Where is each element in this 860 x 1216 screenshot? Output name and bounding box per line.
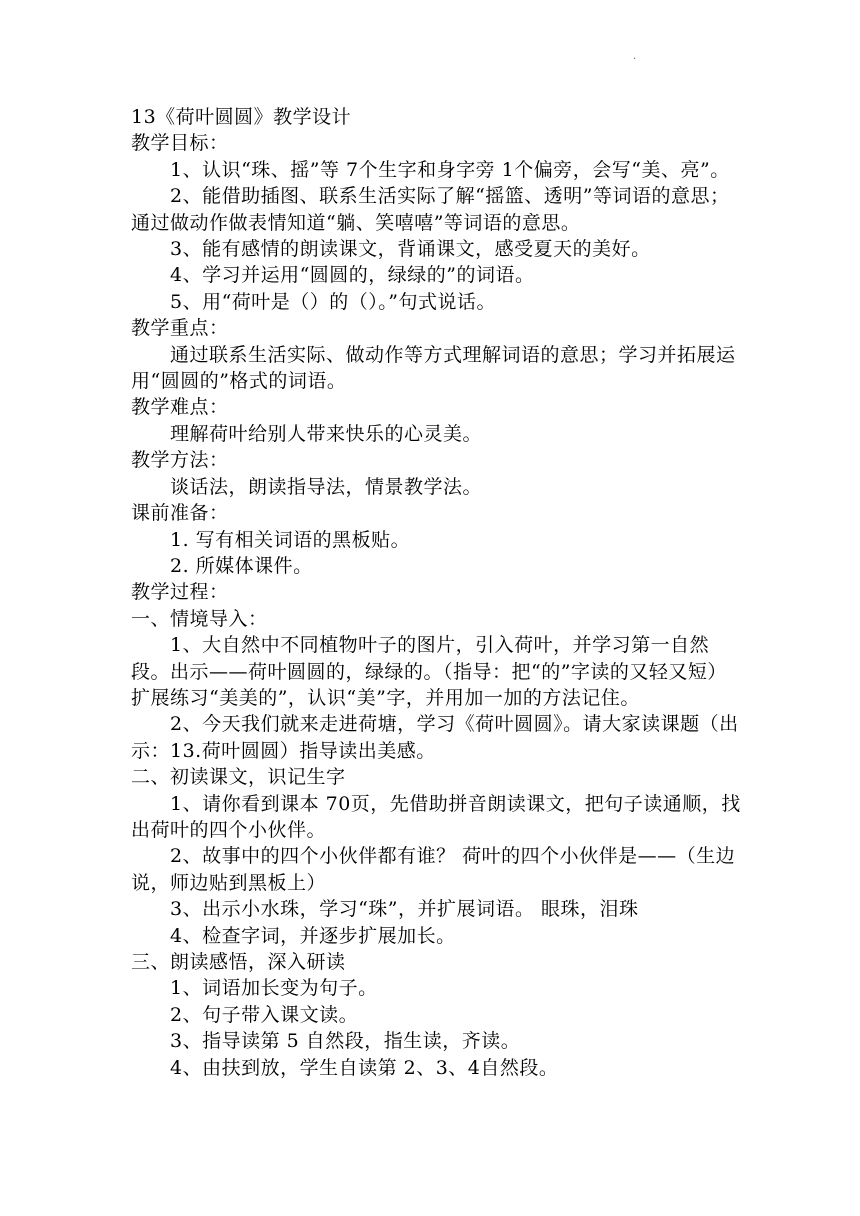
section-step: 2、今天我们就来走进荷塘，学习《荷叶圆圆》。请大家读课题（出示：13.荷叶圆圆）指导读出美感。 xyxy=(131,713,739,762)
document-body xyxy=(131,104,743,1081)
section-step: 4、由扶到放，学生自读第 2、3、4自然段。 xyxy=(170,1056,559,1079)
section-step: 4、检查字词，并逐步扩展加长。 xyxy=(170,924,456,947)
key-points-text: 通过联系生活实际、做动作等方式理解词语的意思；学习并拓展运用“圆圆的”格式的词语。 xyxy=(131,343,736,393)
section-step: 3、出示小水珠，学习“珠”，并扩展词语。 眼珠，泪珠 xyxy=(170,898,639,921)
difficulty-heading: 教学难点： xyxy=(131,396,229,419)
objectives-heading: 教学目标： xyxy=(131,132,229,155)
section-step: 2、句子带入课文读。 xyxy=(170,1003,359,1026)
objective-item: 1、认识“珠、摇”等 7个生字和身字旁 1个偏旁，会写“美、亮”。 xyxy=(170,158,730,181)
section-heading: 二、初读课文，识记生字 xyxy=(131,766,346,789)
objective-item: 5、用“荷叶是（）的（）。”句式说话。 xyxy=(170,290,497,313)
methods-text: 谈话法，朗读指导法，情景教学法。 xyxy=(170,475,483,498)
header-mark: . xyxy=(633,51,637,62)
preparation-item: 2. 所媒体课件。 xyxy=(170,554,313,577)
process-heading: 教学过程： xyxy=(131,581,229,604)
objective-item: 3、能有感情的朗读课文，背诵课文，感受夏天的美好。 xyxy=(170,238,651,261)
section-heading: 一、情境导入： xyxy=(131,607,268,630)
preparation-item: 1. 写有相关词语的黑板贴。 xyxy=(170,528,411,551)
section-step: 2、故事中的四个小伙伴都有谁？ 荷叶的四个小伙伴是——（生边说，师边贴到黑板上） xyxy=(131,845,736,894)
key-points-heading: 教学重点： xyxy=(131,317,229,340)
difficulty-text: 理解荷叶给别人带来快乐的心灵美。 xyxy=(170,422,483,445)
objective-item: 4、学习并运用“圆圆的，绿绿的”的词语。 xyxy=(170,264,535,287)
section-step: 1、请你看到课本 70页，先借助拼音朗读课文，把句子读通顺，找出荷叶的四个小伙伴。 xyxy=(131,792,741,841)
section-heading: 三、朗读感悟，深入研读 xyxy=(131,951,346,973)
preparation-heading: 课前准备： xyxy=(131,502,229,525)
methods-heading: 教学方法： xyxy=(131,449,229,472)
section-step: 1、大自然中不同植物叶子的图片，引入荷叶，并学习第一自然段。出示——荷叶圆圆的，绿绿的。（指导：把“的”字读的又轻又短）扩展练习“美美的”，认识“美”字，并用加一加的方法记住。 xyxy=(131,634,727,709)
objective-item: 2、能借助插图、联系生活实际了解“摇篮、透明”等词语的意思；通过做动作做表情知道“躺、笑嘻嘻”等词语的意思。 xyxy=(131,185,730,234)
document-title: 13《荷叶圆圆》教学设计 xyxy=(131,106,352,128)
section-step: 1、词语加长变为句子。 xyxy=(170,977,378,1000)
section-step: 3、指导读第 5 自然段，指生读，齐读。 xyxy=(170,1030,521,1053)
